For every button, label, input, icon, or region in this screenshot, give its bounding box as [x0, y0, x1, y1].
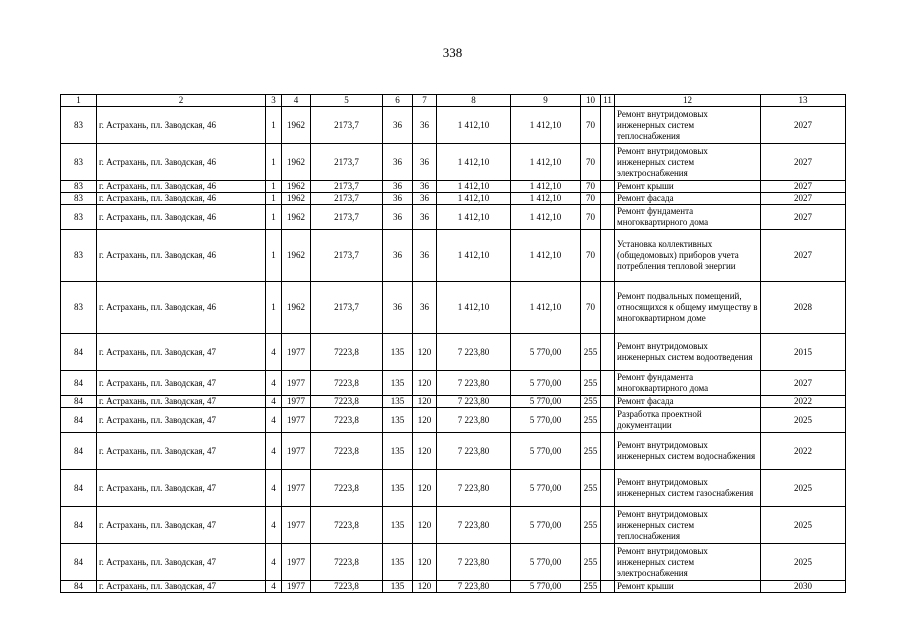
floors-cell: 1	[266, 205, 282, 230]
work-type-cell: Ремонт фасада	[615, 193, 761, 205]
house-number-cell: 84	[61, 544, 97, 581]
area-b-cell: 1 412,10	[511, 144, 581, 181]
table-row	[61, 507, 846, 544]
reserved-cell	[601, 334, 615, 371]
year-built-cell: 1977	[282, 396, 311, 408]
area-a-cell: 7 223,80	[437, 544, 511, 581]
table-row	[61, 107, 846, 144]
floors-cell: 4	[266, 544, 282, 581]
total-area-cell: 7223,8	[311, 408, 383, 433]
column-number: 10	[581, 95, 601, 107]
total-area-cell: 7223,8	[311, 396, 383, 408]
work-type-cell: Ремонт фундамента многоквартирного дома	[615, 205, 761, 230]
total-area-cell: 2173,7	[311, 144, 383, 181]
apartments-cell: 135	[383, 408, 413, 433]
year-built-cell: 1962	[282, 193, 311, 205]
planned-year-cell: 2027	[761, 144, 846, 181]
work-type-cell: Разработка проектной документации	[615, 408, 761, 433]
table-row	[61, 396, 846, 408]
area-a-cell: 7 223,80	[437, 470, 511, 507]
year-built-cell: 1962	[282, 144, 311, 181]
column-number: 2	[97, 95, 266, 107]
residents-cell: 120	[413, 408, 437, 433]
count-cell: 255	[581, 334, 601, 371]
work-type-cell: Ремонт фундамента многоквартирного дома	[615, 371, 761, 396]
count-cell: 70	[581, 107, 601, 144]
planned-year-cell: 2015	[761, 334, 846, 371]
planned-year-cell: 2027	[761, 205, 846, 230]
area-b-cell: 5 770,00	[511, 371, 581, 396]
reserved-cell	[601, 396, 615, 408]
apartments-cell: 36	[383, 230, 413, 282]
work-type-cell: Ремонт крыши	[615, 181, 761, 193]
address-cell: г. Астрахань, пл. Заводская, 47	[97, 396, 266, 408]
work-type-cell: Ремонт крыши	[615, 581, 761, 593]
area-b-cell: 1 412,10	[511, 181, 581, 193]
house-number-cell: 83	[61, 205, 97, 230]
year-built-cell: 1977	[282, 433, 311, 470]
work-type-cell: Ремонт внутридомовых инженерных систем теплоснабжения	[615, 507, 761, 544]
column-number: 3	[266, 95, 282, 107]
total-area-cell: 7223,8	[311, 544, 383, 581]
total-area-cell: 7223,8	[311, 507, 383, 544]
table-row	[61, 230, 846, 282]
table-row	[61, 282, 846, 334]
year-built-cell: 1962	[282, 181, 311, 193]
count-cell: 70	[581, 193, 601, 205]
address-cell: г. Астрахань, пл. Заводская, 47	[97, 544, 266, 581]
column-number: 6	[383, 95, 413, 107]
planned-year-cell: 2028	[761, 282, 846, 334]
house-number-cell: 84	[61, 396, 97, 408]
apartments-cell: 135	[383, 470, 413, 507]
planned-year-cell: 2025	[761, 470, 846, 507]
area-a-cell: 1 412,10	[437, 181, 511, 193]
column-number: 12	[615, 95, 761, 107]
table-row	[61, 181, 846, 193]
planned-year-cell: 2027	[761, 230, 846, 282]
reserved-cell	[601, 181, 615, 193]
total-area-cell: 2173,7	[311, 107, 383, 144]
residents-cell: 120	[413, 581, 437, 593]
year-built-cell: 1962	[282, 282, 311, 334]
area-a-cell: 7 223,80	[437, 507, 511, 544]
reserved-cell	[601, 107, 615, 144]
page-number: 338	[442, 45, 463, 60]
total-area-cell: 7223,8	[311, 433, 383, 470]
area-b-cell: 1 412,10	[511, 193, 581, 205]
residents-cell: 120	[413, 470, 437, 507]
residents-cell: 120	[413, 334, 437, 371]
floors-cell: 1	[266, 230, 282, 282]
year-built-cell: 1962	[282, 230, 311, 282]
floors-cell: 1	[266, 181, 282, 193]
total-area-cell: 7223,8	[311, 581, 383, 593]
table-row	[61, 144, 846, 181]
count-cell: 255	[581, 581, 601, 593]
reserved-cell	[601, 230, 615, 282]
table-row	[61, 193, 846, 205]
floors-cell: 4	[266, 581, 282, 593]
address-cell: г. Астрахань, пл. Заводская, 47	[97, 581, 266, 593]
residents-cell: 120	[413, 507, 437, 544]
year-built-cell: 1977	[282, 371, 311, 396]
total-area-cell: 2173,7	[311, 193, 383, 205]
residents-cell: 36	[413, 144, 437, 181]
count-cell: 255	[581, 470, 601, 507]
reserved-cell	[601, 581, 615, 593]
column-number: 5	[311, 95, 383, 107]
apartments-cell: 135	[383, 544, 413, 581]
reserved-cell	[601, 544, 615, 581]
work-type-cell: Ремонт внутридомовых инженерных систем электроснабжения	[615, 144, 761, 181]
address-cell: г. Астрахань, пл. Заводская, 47	[97, 408, 266, 433]
floors-cell: 4	[266, 470, 282, 507]
floors-cell: 1	[266, 282, 282, 334]
address-cell: г. Астрахань, пл. Заводская, 47	[97, 507, 266, 544]
count-cell: 255	[581, 507, 601, 544]
apartments-cell: 36	[383, 282, 413, 334]
area-b-cell: 5 770,00	[511, 396, 581, 408]
area-a-cell: 1 412,10	[437, 230, 511, 282]
planned-year-cell: 2027	[761, 181, 846, 193]
table-header-row	[61, 95, 846, 107]
year-built-cell: 1962	[282, 205, 311, 230]
apartments-cell: 135	[383, 371, 413, 396]
column-number: 11	[601, 95, 615, 107]
total-area-cell: 7223,8	[311, 470, 383, 507]
year-built-cell: 1977	[282, 408, 311, 433]
apartments-cell: 135	[383, 433, 413, 470]
year-built-cell: 1977	[282, 581, 311, 593]
column-number: 9	[511, 95, 581, 107]
address-cell: г. Астрахань, пл. Заводская, 46	[97, 107, 266, 144]
table-row	[61, 334, 846, 371]
reserved-cell	[601, 433, 615, 470]
house-number-cell: 84	[61, 408, 97, 433]
reserved-cell	[601, 144, 615, 181]
column-number: 8	[437, 95, 511, 107]
repair-program-table	[60, 94, 846, 593]
count-cell: 70	[581, 282, 601, 334]
reserved-cell	[601, 507, 615, 544]
count-cell: 255	[581, 544, 601, 581]
address-cell: г. Астрахань, пл. Заводская, 46	[97, 193, 266, 205]
area-b-cell: 5 770,00	[511, 433, 581, 470]
area-a-cell: 1 412,10	[437, 282, 511, 334]
area-b-cell: 1 412,10	[511, 282, 581, 334]
area-a-cell: 1 412,10	[437, 107, 511, 144]
residents-cell: 120	[413, 396, 437, 408]
area-b-cell: 1 412,10	[511, 107, 581, 144]
address-cell: г. Астрахань, пл. Заводская, 47	[97, 371, 266, 396]
house-number-cell: 84	[61, 507, 97, 544]
total-area-cell: 2173,7	[311, 282, 383, 334]
address-cell: г. Астрахань, пл. Заводская, 46	[97, 282, 266, 334]
work-type-cell: Ремонт внутридомовых инженерных систем газоснабжения	[615, 470, 761, 507]
residents-cell: 36	[413, 205, 437, 230]
area-b-cell: 1 412,10	[511, 205, 581, 230]
address-cell: г. Астрахань, пл. Заводская, 47	[97, 433, 266, 470]
apartments-cell: 36	[383, 205, 413, 230]
table-row	[61, 581, 846, 593]
year-built-cell: 1977	[282, 334, 311, 371]
address-cell: г. Астрахань, пл. Заводская, 46	[97, 205, 266, 230]
area-b-cell: 5 770,00	[511, 544, 581, 581]
floors-cell: 1	[266, 144, 282, 181]
area-a-cell: 7 223,80	[437, 334, 511, 371]
table-row	[61, 544, 846, 581]
house-number-cell: 84	[61, 371, 97, 396]
apartments-cell: 135	[383, 396, 413, 408]
floors-cell: 4	[266, 408, 282, 433]
area-a-cell: 7 223,80	[437, 408, 511, 433]
planned-year-cell: 2027	[761, 193, 846, 205]
address-cell: г. Астрахань, пл. Заводская, 47	[97, 470, 266, 507]
apartments-cell: 36	[383, 181, 413, 193]
house-number-cell: 84	[61, 470, 97, 507]
area-a-cell: 7 223,80	[437, 433, 511, 470]
reserved-cell	[601, 371, 615, 396]
apartments-cell: 135	[383, 581, 413, 593]
area-a-cell: 1 412,10	[437, 205, 511, 230]
reserved-cell	[601, 205, 615, 230]
apartments-cell: 36	[383, 193, 413, 205]
address-cell: г. Астрахань, пл. Заводская, 46	[97, 144, 266, 181]
residents-cell: 36	[413, 181, 437, 193]
planned-year-cell: 2030	[761, 581, 846, 593]
area-b-cell: 5 770,00	[511, 507, 581, 544]
work-type-cell: Ремонт фасада	[615, 396, 761, 408]
house-number-cell: 83	[61, 181, 97, 193]
count-cell: 70	[581, 144, 601, 181]
address-cell: г. Астрахань, пл. Заводская, 47	[97, 334, 266, 371]
house-number-cell: 83	[61, 107, 97, 144]
planned-year-cell: 2025	[761, 544, 846, 581]
address-cell: г. Астрахань, пл. Заводская, 46	[97, 230, 266, 282]
house-number-cell: 83	[61, 144, 97, 181]
count-cell: 255	[581, 408, 601, 433]
residents-cell: 120	[413, 371, 437, 396]
floors-cell: 4	[266, 433, 282, 470]
apartments-cell: 135	[383, 334, 413, 371]
reserved-cell	[601, 193, 615, 205]
residents-cell: 36	[413, 282, 437, 334]
planned-year-cell: 2027	[761, 107, 846, 144]
address-cell: г. Астрахань, пл. Заводская, 46	[97, 181, 266, 193]
house-number-cell: 83	[61, 282, 97, 334]
year-built-cell: 1977	[282, 544, 311, 581]
house-number-cell: 83	[61, 193, 97, 205]
table-row	[61, 433, 846, 470]
area-a-cell: 1 412,10	[437, 144, 511, 181]
count-cell: 70	[581, 230, 601, 282]
house-number-cell: 84	[61, 334, 97, 371]
column-number: 13	[761, 95, 846, 107]
work-type-cell: Установка коллективных (общедомовых) приборов учета потребления тепловой энергии	[615, 230, 761, 282]
floors-cell: 1	[266, 107, 282, 144]
table-row	[61, 408, 846, 433]
residents-cell: 36	[413, 193, 437, 205]
total-area-cell: 7223,8	[311, 371, 383, 396]
house-number-cell: 84	[61, 581, 97, 593]
count-cell: 255	[581, 371, 601, 396]
column-number: 1	[61, 95, 97, 107]
table-row	[61, 205, 846, 230]
planned-year-cell: 2022	[761, 396, 846, 408]
table-row	[61, 371, 846, 396]
reserved-cell	[601, 408, 615, 433]
work-type-cell: Ремонт внутридомовых инженерных систем водоснабжения	[615, 433, 761, 470]
residents-cell: 120	[413, 433, 437, 470]
apartments-cell: 36	[383, 107, 413, 144]
total-area-cell: 2173,7	[311, 205, 383, 230]
apartments-cell: 36	[383, 144, 413, 181]
total-area-cell: 2173,7	[311, 230, 383, 282]
planned-year-cell: 2025	[761, 408, 846, 433]
work-type-cell: Ремонт подвальных помещений, относящихся к общему имуществу в многоквартирном доме	[615, 282, 761, 334]
count-cell: 70	[581, 205, 601, 230]
floors-cell: 4	[266, 334, 282, 371]
house-number-cell: 84	[61, 433, 97, 470]
area-a-cell: 7 223,80	[437, 371, 511, 396]
year-built-cell: 1977	[282, 470, 311, 507]
work-type-cell: Ремонт внутридомовых инженерных систем теплоснабжения	[615, 107, 761, 144]
residents-cell: 36	[413, 230, 437, 282]
residents-cell: 36	[413, 107, 437, 144]
area-a-cell: 7 223,80	[437, 396, 511, 408]
year-built-cell: 1962	[282, 107, 311, 144]
planned-year-cell: 2025	[761, 507, 846, 544]
column-number: 7	[413, 95, 437, 107]
count-cell: 70	[581, 181, 601, 193]
apartments-cell: 135	[383, 507, 413, 544]
area-a-cell: 1 412,10	[437, 193, 511, 205]
reserved-cell	[601, 282, 615, 334]
area-b-cell: 5 770,00	[511, 408, 581, 433]
area-a-cell: 7 223,80	[437, 581, 511, 593]
work-type-cell: Ремонт внутридомовых инженерных систем электроснабжения	[615, 544, 761, 581]
area-b-cell: 5 770,00	[511, 470, 581, 507]
floors-cell: 4	[266, 371, 282, 396]
work-type-cell: Ремонт внутридомовых инженерных систем водоотведения	[615, 334, 761, 371]
count-cell: 255	[581, 433, 601, 470]
planned-year-cell: 2022	[761, 433, 846, 470]
planned-year-cell: 2027	[761, 371, 846, 396]
year-built-cell: 1977	[282, 507, 311, 544]
count-cell: 255	[581, 396, 601, 408]
column-number: 4	[282, 95, 311, 107]
house-number-cell: 83	[61, 230, 97, 282]
reserved-cell	[601, 470, 615, 507]
floors-cell: 4	[266, 396, 282, 408]
total-area-cell: 2173,7	[311, 181, 383, 193]
area-b-cell: 5 770,00	[511, 334, 581, 371]
residents-cell: 120	[413, 544, 437, 581]
floors-cell: 1	[266, 193, 282, 205]
table-row	[61, 470, 846, 507]
floors-cell: 4	[266, 507, 282, 544]
area-b-cell: 1 412,10	[511, 230, 581, 282]
area-b-cell: 5 770,00	[511, 581, 581, 593]
total-area-cell: 7223,8	[311, 334, 383, 371]
